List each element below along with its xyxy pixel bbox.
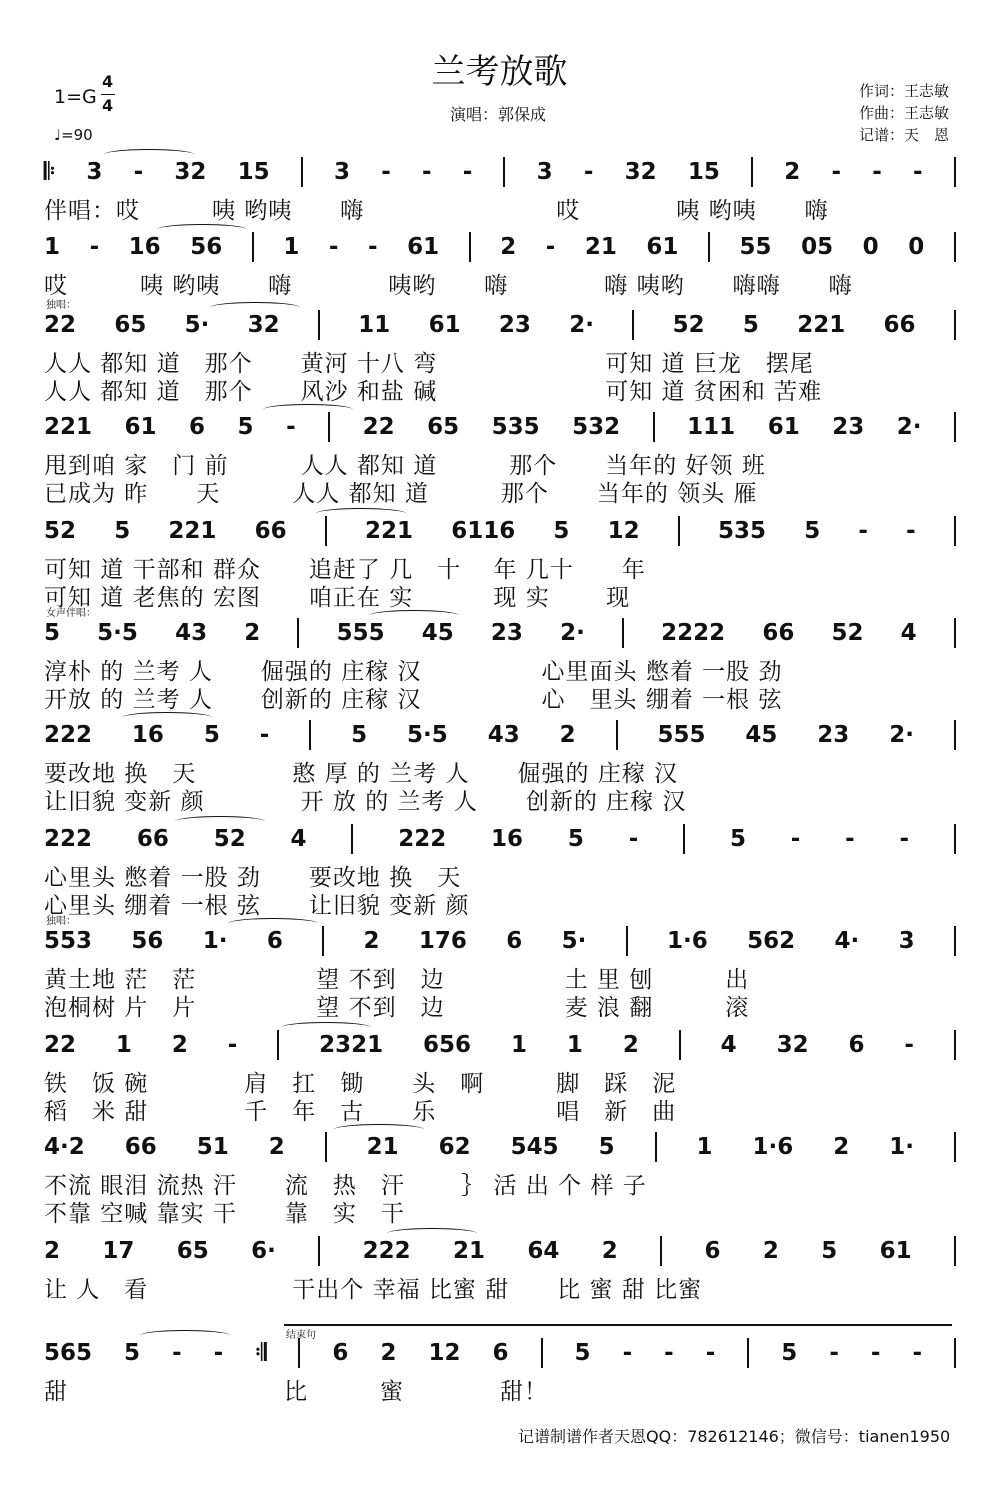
lyrics-verse-1: 甩到咱 家 门 前 人人 都知 道 那个 当年的 好领 班 bbox=[44, 453, 766, 479]
note-group: 𝄆 bbox=[44, 159, 56, 185]
note-group: 0 bbox=[862, 234, 879, 260]
note-group: 6 bbox=[189, 414, 206, 440]
note-group: - bbox=[89, 234, 100, 260]
note-group: 32 bbox=[174, 159, 207, 185]
note-group: - bbox=[227, 1032, 238, 1058]
lyrics-verse-2: 人人 都知 道 那个 风沙 和盐 碱 可知 道 贫困和 苦难 bbox=[44, 379, 823, 405]
slur-arc bbox=[369, 610, 459, 621]
note-group: 2 bbox=[784, 159, 801, 185]
note-group: 2 bbox=[601, 1238, 618, 1264]
note-group: 3 bbox=[334, 159, 351, 185]
note-group: 11 bbox=[358, 312, 391, 338]
note-group: 16 bbox=[491, 826, 524, 852]
section-label: 独唱： bbox=[46, 300, 76, 311]
note-group: 562 bbox=[747, 928, 796, 954]
barline bbox=[954, 1132, 956, 1162]
note-group: 61 bbox=[767, 414, 800, 440]
note-group: 2 bbox=[244, 620, 261, 646]
note-group: 222 bbox=[398, 826, 447, 852]
note-group: 2321 bbox=[319, 1032, 384, 1058]
time-signature-top: 4 bbox=[102, 72, 114, 91]
note-group: - bbox=[904, 1032, 914, 1058]
song-title: 兰考放歌 bbox=[431, 52, 568, 92]
note-group: 5·5 bbox=[407, 722, 448, 748]
barline bbox=[708, 232, 710, 262]
barline bbox=[277, 1030, 279, 1060]
note-group: 23 bbox=[817, 722, 850, 748]
note-group: 176 bbox=[418, 928, 467, 954]
barline bbox=[322, 926, 324, 956]
note-group: 32 bbox=[624, 159, 657, 185]
notation-line bbox=[44, 310, 956, 340]
note-group: 221 bbox=[365, 518, 414, 544]
note-group: 565 bbox=[44, 1340, 93, 1366]
note-group: 66 bbox=[883, 312, 916, 338]
lyrics-verse-1: 人人 都知 道 那个 黄河 十八 弯 可知 道 巨龙 摆尾 bbox=[44, 351, 814, 377]
note-group: 5 bbox=[114, 518, 131, 544]
barline bbox=[325, 1132, 327, 1162]
lyrics-verse-2: 开放 的 兰考 人 创新的 庄稼 汉 心 里头 绷着 一根 弦 bbox=[44, 687, 783, 713]
barline bbox=[954, 618, 956, 648]
note-group: 1·6 bbox=[752, 1134, 794, 1160]
slur-arc bbox=[281, 1022, 371, 1033]
note-group: 51 bbox=[196, 1134, 229, 1160]
barline bbox=[954, 157, 956, 187]
notation-line bbox=[44, 1338, 956, 1368]
note-group: 5 bbox=[124, 1340, 141, 1366]
note-group: 43 bbox=[487, 722, 520, 748]
note-group: 62 bbox=[438, 1134, 471, 1160]
note-group: 45 bbox=[745, 722, 778, 748]
note-group: 553 bbox=[44, 928, 93, 954]
barline bbox=[298, 1338, 300, 1368]
lyricist-credit: 作词：王志敏 bbox=[858, 82, 949, 100]
note-group: 64 bbox=[527, 1238, 560, 1264]
note-group: 6 bbox=[266, 928, 283, 954]
note-group: 55 bbox=[739, 234, 772, 260]
note-group: - bbox=[545, 234, 556, 260]
note-group: 222 bbox=[44, 826, 93, 852]
notation-line bbox=[44, 1030, 956, 1060]
note-group: 5 bbox=[237, 414, 254, 440]
note-group: 5 bbox=[804, 518, 821, 544]
barline bbox=[632, 310, 634, 340]
lyrics-verse-1: 黄土地 茫 茫 望 不到 边 土 里 刨 出 bbox=[44, 967, 750, 993]
note-group: 2 bbox=[833, 1134, 850, 1160]
key-signature: 1=G bbox=[54, 86, 97, 108]
note-group: 52 bbox=[44, 518, 77, 544]
note-group: 52 bbox=[213, 826, 246, 852]
note-group: 5 bbox=[203, 722, 220, 748]
note-group: 66 bbox=[762, 620, 795, 646]
notation-line bbox=[44, 926, 956, 956]
note-group: - bbox=[664, 1340, 674, 1366]
note-group: 222 bbox=[44, 722, 93, 748]
note-group: 5 bbox=[742, 312, 759, 338]
barline bbox=[655, 1132, 657, 1162]
notation-line bbox=[44, 412, 956, 442]
note-group: - bbox=[858, 518, 868, 544]
note-group: 65 bbox=[176, 1238, 209, 1264]
performer-credit: 演唱：郭保成 bbox=[450, 105, 547, 124]
barline bbox=[679, 1030, 681, 1060]
note-group: 2· bbox=[889, 722, 914, 748]
note-group: - bbox=[913, 159, 923, 185]
section-label: 女声伴唱： bbox=[46, 608, 96, 619]
note-group: 21 bbox=[584, 234, 617, 260]
note-group: 1· bbox=[889, 1134, 914, 1160]
note-group: 45 bbox=[421, 620, 454, 646]
note-group: 6 bbox=[506, 928, 523, 954]
lyrics-verse-2: 已成为 昨 天 人人 都知 道 那个 当年的 领头 雁 bbox=[44, 481, 758, 507]
barline bbox=[252, 232, 254, 262]
section-label: 独唱： bbox=[46, 916, 76, 927]
note-group: - bbox=[622, 1340, 633, 1366]
barline bbox=[328, 412, 330, 442]
note-group: 66 bbox=[254, 518, 287, 544]
lyrics-verse-1: 铁 饭 碗 肩 扛 锄 头 啊 脚 踩 泥 bbox=[44, 1071, 677, 1097]
note-group: 2 bbox=[622, 1032, 639, 1058]
note-group: 61 bbox=[879, 1238, 912, 1264]
barline bbox=[301, 157, 303, 187]
barline bbox=[751, 157, 753, 187]
note-group: 5 bbox=[567, 826, 584, 852]
barline bbox=[297, 618, 299, 648]
barline bbox=[954, 310, 956, 340]
notation-line bbox=[44, 618, 956, 648]
note-group: 32 bbox=[776, 1032, 809, 1058]
barline bbox=[954, 1338, 956, 1368]
barline bbox=[541, 1338, 543, 1368]
note-group: 656 bbox=[423, 1032, 472, 1058]
barline bbox=[351, 824, 353, 854]
note-group: 535 bbox=[491, 414, 540, 440]
note-group: - bbox=[421, 159, 432, 185]
slur-arc bbox=[334, 1124, 424, 1135]
note-group: - bbox=[870, 1340, 881, 1366]
lyrics-verse-1: 哎 咦 哟咦 嗨 咦哟 嗨 嗨 咦哟 嗨嗨 嗨 bbox=[44, 273, 853, 299]
note-group: 2 bbox=[762, 1238, 779, 1264]
note-group: 221 bbox=[44, 414, 93, 440]
note-group: 1· bbox=[202, 928, 228, 954]
barline bbox=[660, 1236, 662, 1266]
note-group: 2222 bbox=[661, 620, 726, 646]
note-group: - bbox=[829, 1340, 839, 1366]
slur-arc bbox=[263, 404, 353, 415]
note-group: 21 bbox=[366, 1134, 399, 1160]
note-group: 12 bbox=[428, 1340, 461, 1366]
note-group: 1 bbox=[115, 1032, 132, 1058]
slur-arc bbox=[157, 224, 247, 235]
barline bbox=[622, 618, 624, 648]
note-group: - bbox=[462, 159, 473, 185]
slur-arc bbox=[210, 302, 300, 313]
note-group: - bbox=[213, 1340, 224, 1366]
note-group: 5 bbox=[553, 518, 570, 544]
note-group: - bbox=[912, 1340, 922, 1366]
note-group: 5 bbox=[351, 722, 368, 748]
barline bbox=[318, 310, 320, 340]
note-group: 1·6 bbox=[667, 928, 708, 954]
lyrics-verse-2: 不靠 空喊 靠实 干 靠 实 干 bbox=[44, 1201, 405, 1227]
note-group: 23 bbox=[490, 620, 523, 646]
note-group: 2 bbox=[380, 1340, 397, 1366]
note-group: 52 bbox=[672, 312, 705, 338]
note-group: 6 bbox=[332, 1340, 349, 1366]
note-group: 1 bbox=[44, 234, 61, 260]
note-group: 5 bbox=[598, 1134, 615, 1160]
note-group: 43 bbox=[175, 620, 208, 646]
note-group: - bbox=[367, 234, 378, 260]
lyrics-verse-2: 让旧貌 变新 颜 开 放 的 兰考 人 创新的 庄稼 汉 bbox=[44, 789, 687, 815]
note-group: 65 bbox=[427, 414, 460, 440]
notation-line bbox=[44, 1236, 956, 1266]
slur-arc bbox=[104, 149, 194, 160]
composer-credit: 作曲：王志敏 bbox=[858, 104, 949, 122]
note-group: - bbox=[872, 159, 882, 185]
lyrics-verse-2: 稻 米 甜 千 年 古 乐 唱 新 曲 bbox=[44, 1099, 677, 1125]
note-group: 4·2 bbox=[44, 1134, 85, 1160]
lyrics-verse-1: 心里头 憋着 一股 劲 要改地 换 天 bbox=[44, 865, 462, 891]
barline bbox=[318, 1236, 320, 1266]
slur-arc bbox=[175, 816, 265, 827]
barline bbox=[954, 1030, 956, 1060]
note-group: 05 bbox=[801, 234, 834, 260]
note-group: 3 bbox=[86, 159, 103, 185]
note-group: - bbox=[906, 518, 916, 544]
note-group: 4· bbox=[834, 928, 860, 954]
note-group: 52 bbox=[831, 620, 864, 646]
barline bbox=[954, 516, 956, 546]
barline bbox=[683, 824, 685, 854]
note-group: - bbox=[133, 159, 144, 185]
lyrics-verse-2: 可知 道 老焦的 宏图 咱正在 实 现 实 现 bbox=[44, 585, 631, 611]
barline bbox=[309, 720, 311, 750]
note-group: 0 bbox=[908, 234, 925, 260]
note-group: 5 bbox=[44, 620, 61, 646]
note-group: 545 bbox=[510, 1134, 559, 1160]
barline bbox=[616, 720, 618, 750]
note-group: 1 bbox=[696, 1134, 713, 1160]
note-group: - bbox=[286, 414, 296, 440]
lyrics-verse-1: 可知 道 干部和 群众 追赶了 几 十 年 几十 年 bbox=[44, 557, 646, 583]
note-group: 555 bbox=[657, 722, 706, 748]
note-group: - bbox=[328, 234, 339, 260]
note-group: 66 bbox=[136, 826, 169, 852]
note-group: 4 bbox=[900, 620, 917, 646]
note-group: 66 bbox=[124, 1134, 157, 1160]
notation-line bbox=[44, 1132, 956, 1162]
note-group: - bbox=[172, 1340, 182, 1366]
note-group: 5·5 bbox=[97, 620, 138, 646]
barline bbox=[503, 157, 505, 187]
barline bbox=[678, 516, 680, 546]
note-group: 2· bbox=[560, 620, 585, 646]
transcriber-credit: 记谱：天 恩 bbox=[858, 126, 949, 144]
note-group: - bbox=[845, 826, 855, 852]
note-group: 23 bbox=[832, 414, 865, 440]
note-group: 22 bbox=[362, 414, 395, 440]
note-group: 61 bbox=[646, 234, 679, 260]
barline bbox=[653, 412, 655, 442]
barline bbox=[954, 926, 956, 956]
slur-arc bbox=[122, 712, 212, 723]
note-group: 16 bbox=[128, 234, 161, 260]
barline bbox=[626, 926, 628, 956]
note-group: 6 bbox=[704, 1238, 721, 1264]
note-group: 21 bbox=[452, 1238, 485, 1264]
notation-line bbox=[44, 720, 956, 750]
barline bbox=[325, 516, 327, 546]
note-group: 56 bbox=[190, 234, 223, 260]
footer-credit: 记谱制谱作者天恩QQ：782612146；微信号：tianen1950 bbox=[518, 1427, 951, 1446]
lyrics-verse-1: 淳朴 的 兰考 人 倔强的 庄稼 汉 心里面头 憋着 一股 劲 bbox=[44, 659, 783, 685]
notation-line bbox=[44, 157, 956, 187]
time-signature-divider bbox=[101, 94, 115, 95]
barline bbox=[954, 1236, 956, 1266]
barline bbox=[747, 1338, 749, 1368]
note-group: 6 bbox=[848, 1032, 865, 1058]
slur-arc bbox=[387, 1228, 477, 1239]
note-group: - bbox=[899, 826, 910, 852]
lyrics-verse-1: 甜 比 蜜 甜！ bbox=[44, 1379, 548, 1405]
notation-line bbox=[44, 824, 956, 854]
note-group: 2 bbox=[363, 928, 380, 954]
note-group: 1 bbox=[510, 1032, 527, 1058]
note-group: 111 bbox=[687, 414, 736, 440]
note-group: 6 bbox=[492, 1340, 509, 1366]
note-group: 22 bbox=[44, 1032, 77, 1058]
note-group: 5 bbox=[574, 1340, 591, 1366]
note-group: 555 bbox=[336, 620, 385, 646]
note-group: 3 bbox=[536, 159, 553, 185]
note-group: 2 bbox=[268, 1134, 285, 1160]
note-group: 2 bbox=[500, 234, 517, 260]
lyrics-verse-1: 不流 眼泪 流热 汗 流 热 汗 ｝ 活 出 个 样 子 bbox=[44, 1173, 647, 1199]
tempo-marking: ♩=90 bbox=[54, 126, 93, 144]
barline bbox=[954, 232, 956, 262]
note-group: - bbox=[790, 826, 801, 852]
note-group: 5· bbox=[561, 928, 587, 954]
note-group: 2 bbox=[559, 722, 576, 748]
note-group: 15 bbox=[687, 159, 720, 185]
note-group: 4 bbox=[290, 826, 307, 852]
note-group: 𝄇 bbox=[255, 1340, 267, 1366]
lyrics-verse-2: 泡桐树 片 片 望 不到 边 麦 浪 翻 滚 bbox=[44, 995, 750, 1021]
note-group: - bbox=[831, 159, 842, 185]
lyrics-verse-2: 心里头 绷着 一根 弦 让旧貌 变新 颜 bbox=[44, 893, 470, 919]
ending-label: 结束句 bbox=[286, 1330, 316, 1341]
note-group: 16 bbox=[131, 722, 164, 748]
note-group: 65 bbox=[114, 312, 147, 338]
note-group: 12 bbox=[607, 518, 640, 544]
ending-bracket bbox=[284, 1324, 952, 1326]
note-group: 32 bbox=[247, 312, 280, 338]
barline bbox=[954, 720, 956, 750]
note-group: 532 bbox=[572, 414, 621, 440]
note-group: 17 bbox=[102, 1238, 135, 1264]
note-group: 221 bbox=[797, 312, 846, 338]
note-group: 535 bbox=[718, 518, 767, 544]
note-group: 2· bbox=[896, 414, 922, 440]
note-group: - bbox=[381, 159, 391, 185]
note-group: 5· bbox=[184, 312, 210, 338]
note-group: 15 bbox=[237, 159, 270, 185]
lyrics-verse-1: 伴唱：哎 咦 哟咦 嗨 哎 咦 哟咦 嗨 bbox=[44, 198, 829, 224]
barline bbox=[954, 412, 956, 442]
note-group: 56 bbox=[131, 928, 164, 954]
note-group: 5 bbox=[781, 1340, 798, 1366]
note-group: 61 bbox=[124, 414, 157, 440]
note-group: - bbox=[259, 722, 270, 748]
note-group: 6· bbox=[251, 1238, 276, 1264]
note-group: 4 bbox=[720, 1032, 737, 1058]
note-group: 5 bbox=[821, 1238, 838, 1264]
note-group: 2 bbox=[44, 1238, 61, 1264]
note-group: 222 bbox=[362, 1238, 411, 1264]
note-group: 22 bbox=[44, 312, 77, 338]
note-group: 2 bbox=[171, 1032, 188, 1058]
slur-arc bbox=[316, 508, 406, 519]
slur-arc bbox=[140, 1330, 230, 1341]
note-group: - bbox=[705, 1340, 716, 1366]
lyrics-verse-1: 让 人 看 干出个 幸福 比蜜 甜 比 蜜 甜 比蜜 bbox=[44, 1277, 703, 1303]
note-group: 1 bbox=[283, 234, 300, 260]
barline bbox=[954, 824, 956, 854]
note-group: - bbox=[628, 826, 639, 852]
notation-line bbox=[44, 516, 956, 546]
note-group: 61 bbox=[428, 312, 461, 338]
note-group: 6116 bbox=[451, 518, 516, 544]
lyrics-verse-1: 要改地 换 天 憨 厚 的 兰考 人 倔强的 庄稼 汉 bbox=[44, 761, 679, 787]
note-group: 221 bbox=[168, 518, 217, 544]
note-group: - bbox=[583, 159, 594, 185]
slur-arc bbox=[228, 918, 318, 929]
note-group: 5 bbox=[729, 826, 746, 852]
time-signature-bottom: 4 bbox=[102, 96, 114, 115]
note-group: 23 bbox=[498, 312, 531, 338]
barline bbox=[469, 232, 471, 262]
note-group: 1 bbox=[566, 1032, 583, 1058]
notation-line bbox=[44, 232, 956, 262]
note-group: 2· bbox=[569, 312, 594, 338]
note-group: 61 bbox=[407, 234, 440, 260]
note-group: 3 bbox=[898, 928, 915, 954]
